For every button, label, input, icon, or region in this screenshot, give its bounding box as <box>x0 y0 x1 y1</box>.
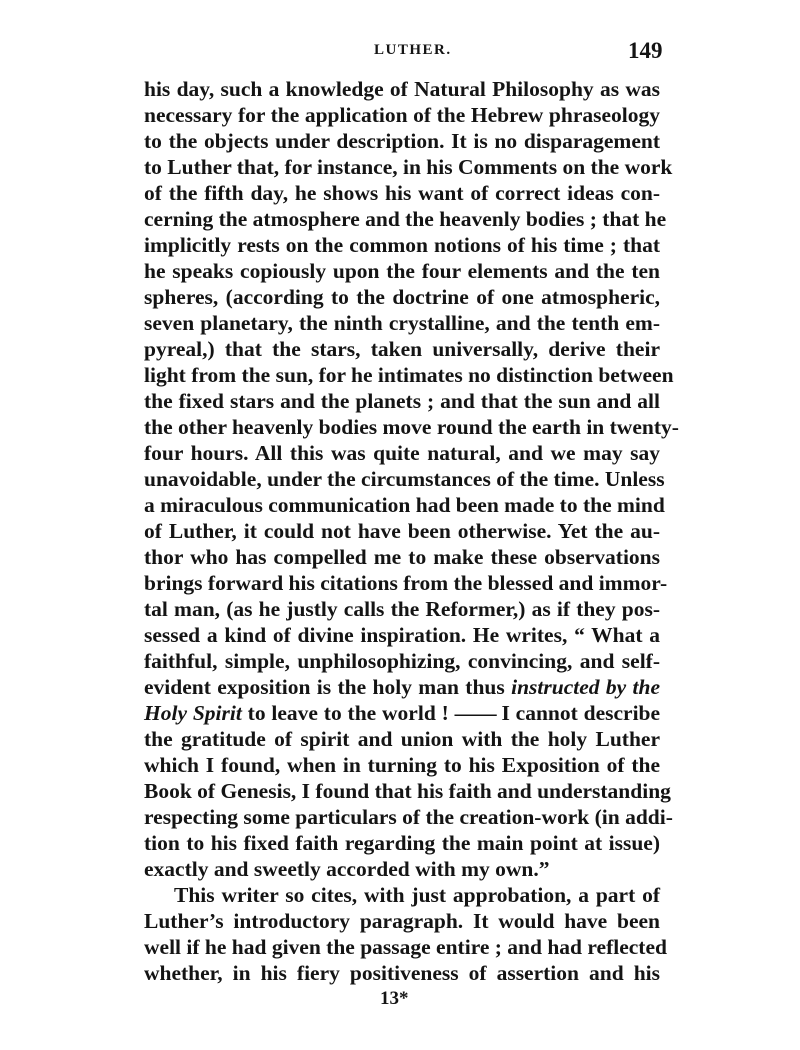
text-line: of Luther, it could not have been otherwise. Yet the au- <box>144 519 660 543</box>
running-head <box>0 38 800 68</box>
text-line: the gratitude of spirit and union with the holy Luther <box>144 727 660 751</box>
body-text <box>144 76 679 986</box>
text-line: tal man, (as he justly calls the Reformer,) as if they pos- <box>144 597 660 621</box>
text-line: Book of Genesis, I found that his faith and understanding <box>144 779 671 803</box>
paragraph-first-line: This writer so cites, with just approbation, a part of <box>174 883 660 907</box>
text-line: pyreal,) that the stars, taken universally, derive their <box>144 337 660 361</box>
text-line: sessed a kind of divine inspiration. He writes, “ What a <box>144 623 660 647</box>
italic-phrase: instructed by the <box>511 675 661 699</box>
text-line: he speaks copiously upon the four elements and the ten <box>144 259 660 283</box>
text-line: faithful, simple, unphilosophizing, convincing, and self- <box>144 649 660 673</box>
running-title: LUTHER. <box>374 42 452 58</box>
text-line <box>144 700 660 726</box>
text-line: the other heavenly bodies move round the earth in twenty- <box>144 415 679 439</box>
text-line: implicitly rests on the common notions of his time ; that <box>144 233 660 257</box>
text-line: his day, such a knowledge of Natural Philosophy as was <box>144 77 660 101</box>
text-segment: to leave to the world ! <box>247 701 449 725</box>
text-line: which I found, when in turning to his Exposition of the <box>144 753 660 777</box>
text-line: spheres, (according to the doctrine of one atmospheric, <box>144 285 660 309</box>
text-line: brings forward his citations from the blessed and immor- <box>144 571 668 595</box>
text-line: seven planetary, the ninth crystalline, and the tenth em- <box>144 311 660 335</box>
text-line: a miraculous communication had been made to the mind <box>144 493 665 517</box>
text-line: exactly and sweetly accorded with my own.” <box>144 857 550 881</box>
text-segment: evident exposition is the holy man thus <box>144 675 505 699</box>
text-line: whether, in his fiery positiveness of assertion and his <box>144 961 660 985</box>
text-segment: I cannot describe <box>501 701 661 725</box>
text-line: well if he had given the passage entire ; and had reflected <box>144 935 667 959</box>
signature-mark: 13* <box>380 988 409 1009</box>
text-line: light from the sun, for he intimates no distinction between <box>144 363 674 387</box>
text-line: the fixed stars and the planets ; and that the sun and all <box>144 389 660 413</box>
text-line: respecting some particulars of the creation-work (in addi- <box>144 805 673 829</box>
text-line: necessary for the application of the Hebrew phraseology <box>144 103 660 127</box>
text-line <box>144 674 660 700</box>
text-line: of the fifth day, he shows his want of correct ideas con- <box>144 181 660 205</box>
page-number: 149 <box>628 38 663 63</box>
text-line: unavoidable, under the circumstances of the time. Unless <box>144 467 665 491</box>
italic-phrase: Holy Spirit <box>144 701 242 725</box>
text-line: cerning the atmosphere and the heavenly bodies ; that he <box>144 207 667 231</box>
text-line: to the objects under description. It is no disparagement <box>144 129 660 153</box>
text-line: Luther’s introductory paragraph. It would have been <box>144 909 660 933</box>
text-line: tion to his fixed faith regarding the main point at issue) <box>144 831 660 855</box>
em-dash: —— <box>454 701 496 725</box>
text-line: four hours. All this was quite natural, and we may say <box>144 441 660 465</box>
text-line: to Luther that, for instance, in his Comments on the work <box>144 155 673 179</box>
text-line: thor who has compelled me to make these observations <box>144 545 660 569</box>
